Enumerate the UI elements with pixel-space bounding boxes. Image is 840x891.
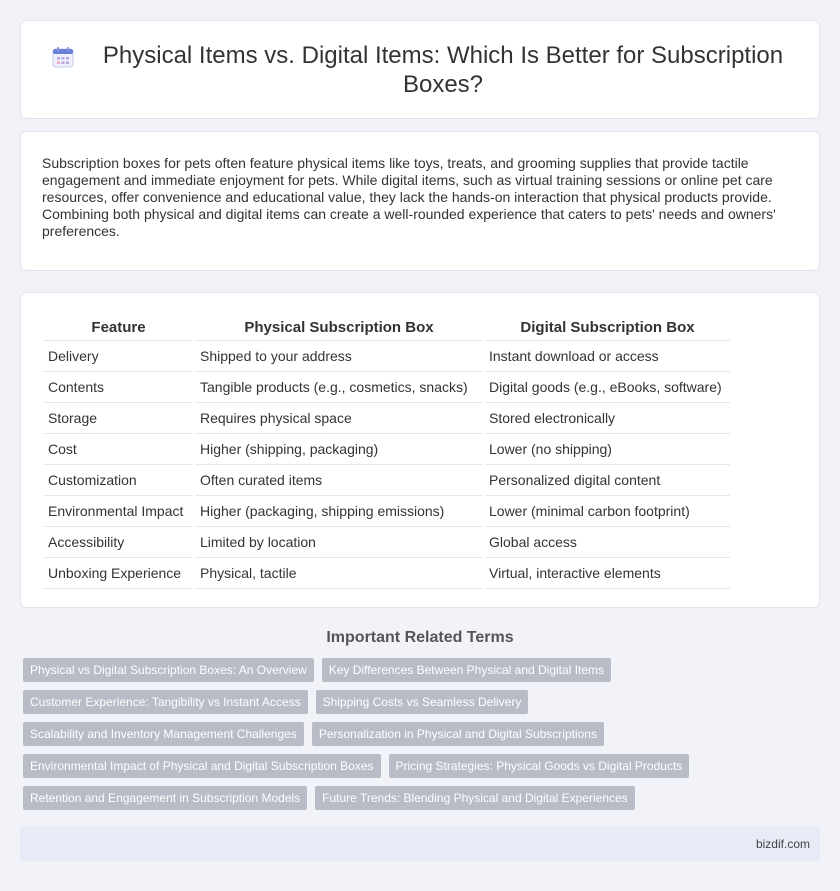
related-terms-section [20,628,820,810]
related-term-tag[interactable]: Customer Experience: Tangibility vs Instant Access [23,690,308,714]
related-term-tag[interactable]: Physical vs Digital Subscription Boxes: An Overview [23,658,314,682]
related-term-tag[interactable]: Scalability and Inventory Management Challenges [23,722,304,746]
cell-digital: Instant download or access [485,341,730,372]
cell-physical: Tangible products (e.g., cosmetics, snacks) [196,372,482,403]
cell-physical: Requires physical space [196,403,482,434]
cell-feature: Delivery [44,341,193,372]
page-title: Physical Items vs. Digital Items: Which Is Better for Subscription Boxes? [102,41,784,98]
cell-physical: Physical, tactile [196,558,482,589]
cell-digital: Virtual, interactive elements [485,558,730,589]
cell-digital: Personalized digital content [485,465,730,496]
table-row [44,403,730,434]
related-term-tag[interactable]: Personalization in Physical and Digital Subscriptions [312,722,604,746]
table-row [44,465,730,496]
comparison-table [41,316,733,589]
header-card [20,20,820,119]
related-term-tag[interactable]: Shipping Costs vs Seamless Delivery [316,690,529,714]
related-term-tag[interactable]: Key Differences Between Physical and Digital Items [322,658,611,682]
header [51,41,789,99]
cell-digital: Stored electronically [485,403,730,434]
footer [20,826,820,861]
footer-site[interactable]: bizdif.com [755,836,810,851]
header-digital: Digital Subscription Box [485,316,730,341]
intro-text: Subscription boxes for pets often feature physical items like toys, treats, and grooming supplies that provide tactile engagement and immediate enjoyment for pets. While digital items, such as virtual training sessions or online pet care resources, offer convenience and educational value, they lack the hands-on interaction that physical products provide. Combining both physical and digital items can create a well-rounded experience that caters to pets' needs and owners' preferences. [42,155,776,239]
table-row [44,341,730,372]
related-term-tag[interactable]: Future Trends: Blending Physical and Digital Experiences [315,786,635,810]
comparison-card [20,292,820,608]
intro-card [20,131,820,271]
calendar-icon [52,46,74,68]
cell-digital: Digital goods (e.g., eBooks, software) [485,372,730,403]
table-row [44,527,730,558]
cell-physical: Higher (packaging, shipping emissions) [196,496,482,527]
cell-feature: Accessibility [44,527,193,558]
related-term-tag[interactable]: Retention and Engagement in Subscription Models [23,786,307,810]
cell-feature: Cost [44,434,193,465]
cell-digital: Global access [485,527,730,558]
table-row [44,372,730,403]
table-row [44,558,730,589]
cell-feature: Contents [44,372,193,403]
related-terms-list [20,658,820,810]
table-row [44,496,730,527]
cell-feature: Customization [44,465,193,496]
cell-physical: Often curated items [196,465,482,496]
cell-physical: Limited by location [196,527,482,558]
related-terms-title: Important Related Terms [326,629,514,646]
cell-digital: Lower (no shipping) [485,434,730,465]
cell-physical: Shipped to your address [196,341,482,372]
table-row [44,434,730,465]
table-header-row [44,316,730,341]
header-physical: Physical Subscription Box [196,316,482,341]
header-feature: Feature [44,316,193,341]
cell-digital: Lower (minimal carbon footprint) [485,496,730,527]
cell-physical: Higher (shipping, packaging) [196,434,482,465]
related-term-tag[interactable]: Pricing Strategies: Physical Goods vs Digital Products [389,754,690,778]
cell-feature: Storage [44,403,193,434]
cell-feature: Unboxing Experience [44,558,193,589]
related-term-tag[interactable]: Environmental Impact of Physical and Digital Subscription Boxes [23,754,381,778]
cell-feature: Environmental Impact [44,496,193,527]
